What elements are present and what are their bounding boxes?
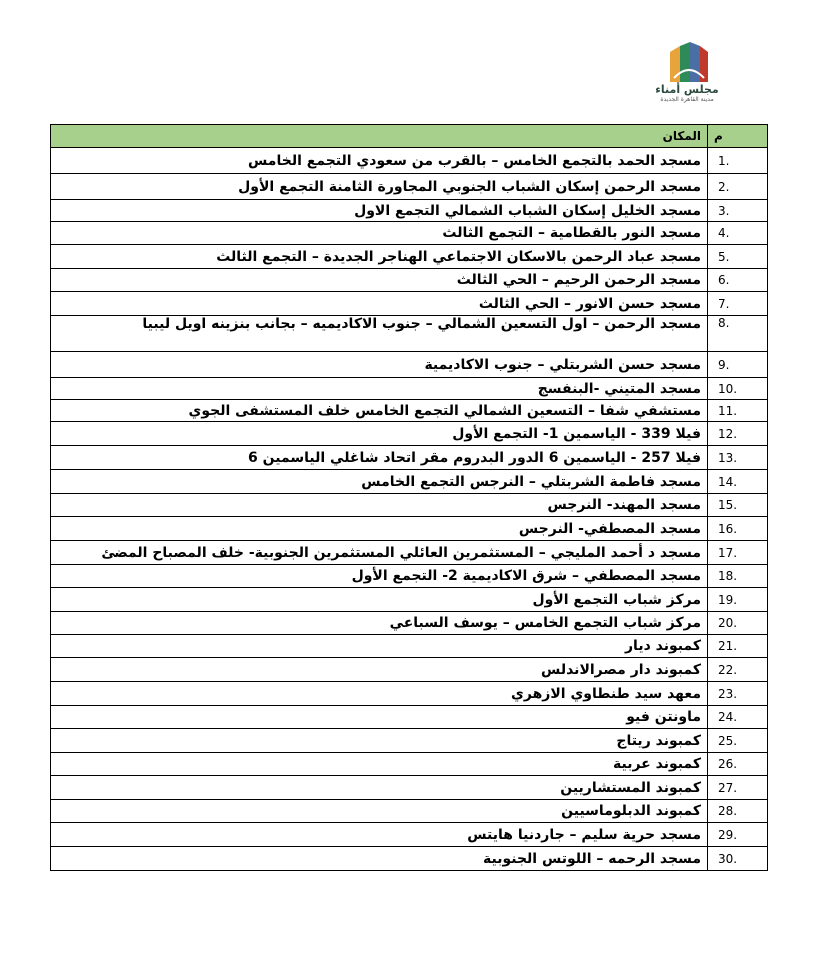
table-row: [51, 400, 768, 422]
logo-subtitle: مدينة القاهرة الجديدة: [660, 96, 714, 103]
row-place: مركز شباب التجمع الخامس – يوسف السباعي: [51, 612, 708, 635]
row-place: مسجد النور بالقطامية – التجمع الثالث: [51, 222, 708, 245]
row-number: 2.: [708, 174, 768, 200]
row-place: معهد سيد طنطاوي الازهري: [51, 682, 708, 706]
table-header-row: [51, 125, 768, 148]
row-place: مسجد د أحمد المليجي – المستثمرين العائلي المستثمرين الجنوبية- خلف المصباح المضئ: [51, 541, 708, 565]
row-number: 24.: [708, 706, 768, 729]
row-number: 14.: [708, 470, 768, 494]
table-body: [51, 148, 768, 871]
row-number: 15.: [708, 494, 768, 517]
table-row: [51, 148, 768, 174]
table-row: [51, 588, 768, 612]
row-place: ماونتن فيو: [51, 706, 708, 729]
table-row: [51, 316, 768, 352]
row-number: 19.: [708, 588, 768, 612]
row-place: مسجد الحمد بالتجمع الخامس – بالقرب من سعودي التجمع الخامس: [51, 148, 708, 174]
row-number: 25.: [708, 729, 768, 753]
row-number: 1.: [708, 148, 768, 174]
row-place: مسجد الرحمن – اول التسعين الشمالي – جنوب الاكاديميه – بجانب بنزينه اويل ليبيا: [51, 316, 708, 352]
row-number: 12.: [708, 422, 768, 446]
row-place: مستشفي شفا – التسعين الشمالي التجمع الخامس خلف المستشفى الجوي: [51, 400, 708, 422]
row-number: 26.: [708, 753, 768, 776]
row-number: 23.: [708, 682, 768, 706]
row-place: مسجد فاطمة الشربتلي – النرجس التجمع الخامس: [51, 470, 708, 494]
row-number: 18.: [708, 565, 768, 588]
row-place: مسجد الرحمه – اللوتس الجنوبية: [51, 847, 708, 871]
row-number: 6.: [708, 269, 768, 292]
row-number: 22.: [708, 658, 768, 682]
row-number: 13.: [708, 446, 768, 470]
row-number: 16.: [708, 517, 768, 541]
row-place: فيلا 339 - الياسمين 1- التجمع الأول: [51, 422, 708, 446]
row-place: فيلا 257 - الياسمين 6 الدور البدروم مقر اتحاد شاغلي الياسمين 6: [51, 446, 708, 470]
table-row: [51, 682, 768, 706]
row-place: كمبوند الدبلوماسيين: [51, 800, 708, 823]
table-row: [51, 565, 768, 588]
table-row: [51, 612, 768, 635]
row-place: كمبوند ديار: [51, 635, 708, 658]
row-place: مسجد المصطفي- النرجس: [51, 517, 708, 541]
row-place: مسجد المهند- النرجس: [51, 494, 708, 517]
table-row: [51, 658, 768, 682]
row-number: 9.: [708, 352, 768, 378]
row-place: كمبوند المستشاريين: [51, 776, 708, 800]
table-row: [51, 422, 768, 446]
row-number: 10.: [708, 378, 768, 400]
row-place: مسجد حرية سليم – جاردنيا هايتس: [51, 823, 708, 847]
table-row: [51, 823, 768, 847]
row-number: 30.: [708, 847, 768, 871]
table-row: [51, 446, 768, 470]
row-place: مسجد الخليل إسكان الشباب الشمالي التجمع الاول: [51, 200, 708, 222]
table-row: [51, 635, 768, 658]
row-number: 27.: [708, 776, 768, 800]
row-number: 28.: [708, 800, 768, 823]
row-place: مسجد الرحمن الرحيم – الحي الثالث: [51, 269, 708, 292]
table-row: [51, 222, 768, 245]
table-row: [51, 800, 768, 823]
table-row: [51, 776, 768, 800]
row-place: كمبوند دار مصرالاندلس: [51, 658, 708, 682]
row-number: 8.: [708, 316, 768, 352]
row-number: 21.: [708, 635, 768, 658]
table-row: [51, 352, 768, 378]
row-number: 11.: [708, 400, 768, 422]
row-number: 20.: [708, 612, 768, 635]
row-place: مسجد الرحمن إسكان الشباب الجنوبي المجاورة الثامنة التجمع الأول: [51, 174, 708, 200]
row-number: 17.: [708, 541, 768, 565]
row-place: مسجد المتيني -البنفسج: [51, 378, 708, 400]
row-number: 7.: [708, 292, 768, 316]
table-row: [51, 541, 768, 565]
table-row: [51, 200, 768, 222]
header-place: المكان: [51, 125, 708, 148]
table-row: [51, 174, 768, 200]
row-number: 3.: [708, 200, 768, 222]
table-row: [51, 245, 768, 269]
table-row: [51, 847, 768, 871]
table-row: [51, 753, 768, 776]
row-place: كمبوند ريتاج: [51, 729, 708, 753]
table-row: [51, 706, 768, 729]
header-number: م: [708, 125, 768, 148]
row-place: مسجد حسن الشربتلي – جنوب الاكاديمية: [51, 352, 708, 378]
row-place: مركز شباب التجمع الأول: [51, 588, 708, 612]
row-number: 5.: [708, 245, 768, 269]
table-row: [51, 269, 768, 292]
table-row: [51, 729, 768, 753]
row-place: مسجد عباد الرحمن بالاسكان الاجتماعي الهناجر الجديدة – التجمع الثالث: [51, 245, 708, 269]
row-place: مسجد حسن الانور – الحي الثالث: [51, 292, 708, 316]
locations-table: [50, 124, 768, 871]
table-row: [51, 470, 768, 494]
row-place: مسجد المصطفي – شرق الاكاديمية 2- التجمع الأول: [51, 565, 708, 588]
logo-name: مجلس أمناء: [655, 83, 719, 96]
table-row: [51, 494, 768, 517]
row-number: 29.: [708, 823, 768, 847]
row-number: 4.: [708, 222, 768, 245]
table-row: [51, 517, 768, 541]
table-row: [51, 378, 768, 400]
table-row: [51, 292, 768, 316]
row-place: كمبوند عربية: [51, 753, 708, 776]
